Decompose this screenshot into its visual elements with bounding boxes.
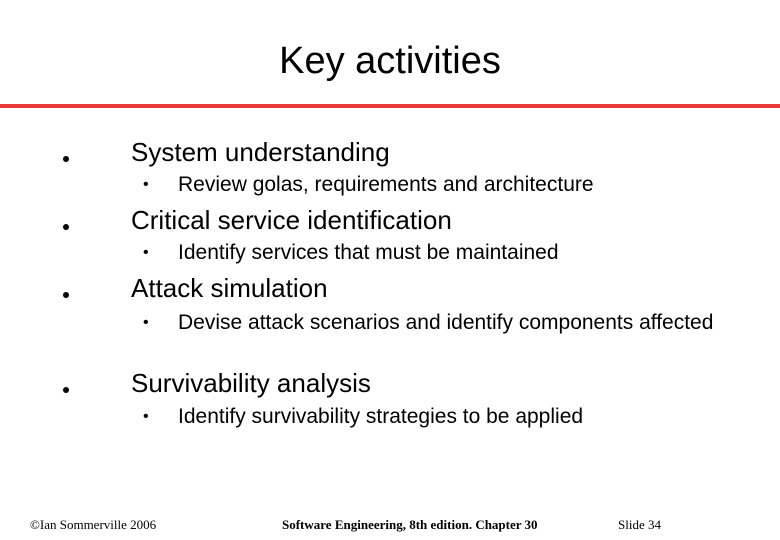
sub-bullet-dot-icon: • bbox=[143, 244, 149, 261]
sub-bullet-dot-icon: • bbox=[143, 314, 149, 331]
bullet-dot-icon bbox=[63, 292, 69, 298]
bullet-critical-service-identification: Critical service identification bbox=[131, 205, 452, 235]
sub-bullet-dot-icon: • bbox=[143, 176, 149, 193]
footer-book-title: Software Engineering, 8th edition. Chapter 30 bbox=[282, 517, 538, 532]
footer-slide-number: Slide 34 bbox=[618, 517, 661, 532]
sub-bullet-identify-services: Identify services that must be maintained bbox=[178, 241, 559, 264]
bullet-survivability-analysis: Survivability analysis bbox=[131, 368, 371, 398]
bullet-dot-icon bbox=[63, 224, 69, 230]
sub-bullet-dot-icon: • bbox=[143, 408, 149, 425]
bullet-attack-simulation: Attack simulation bbox=[131, 273, 328, 303]
footer-copyright: ©Ian Sommerville 2006 bbox=[30, 517, 157, 532]
bullet-system-understanding: System understanding bbox=[131, 137, 390, 167]
bullet-dot-icon bbox=[63, 387, 69, 393]
sub-bullet-identify-strategies: Identify survivability strategies to be applied bbox=[178, 405, 584, 428]
title-divider bbox=[0, 104, 780, 108]
slide-title: Key activities bbox=[279, 40, 501, 82]
sub-bullet-devise-attack-scenarios: Devise attack scenarios and identify components affected bbox=[178, 311, 714, 334]
bullet-dot-icon bbox=[63, 156, 69, 162]
sub-bullet-review-goals: Review golas, requirements and architecture bbox=[178, 173, 594, 196]
